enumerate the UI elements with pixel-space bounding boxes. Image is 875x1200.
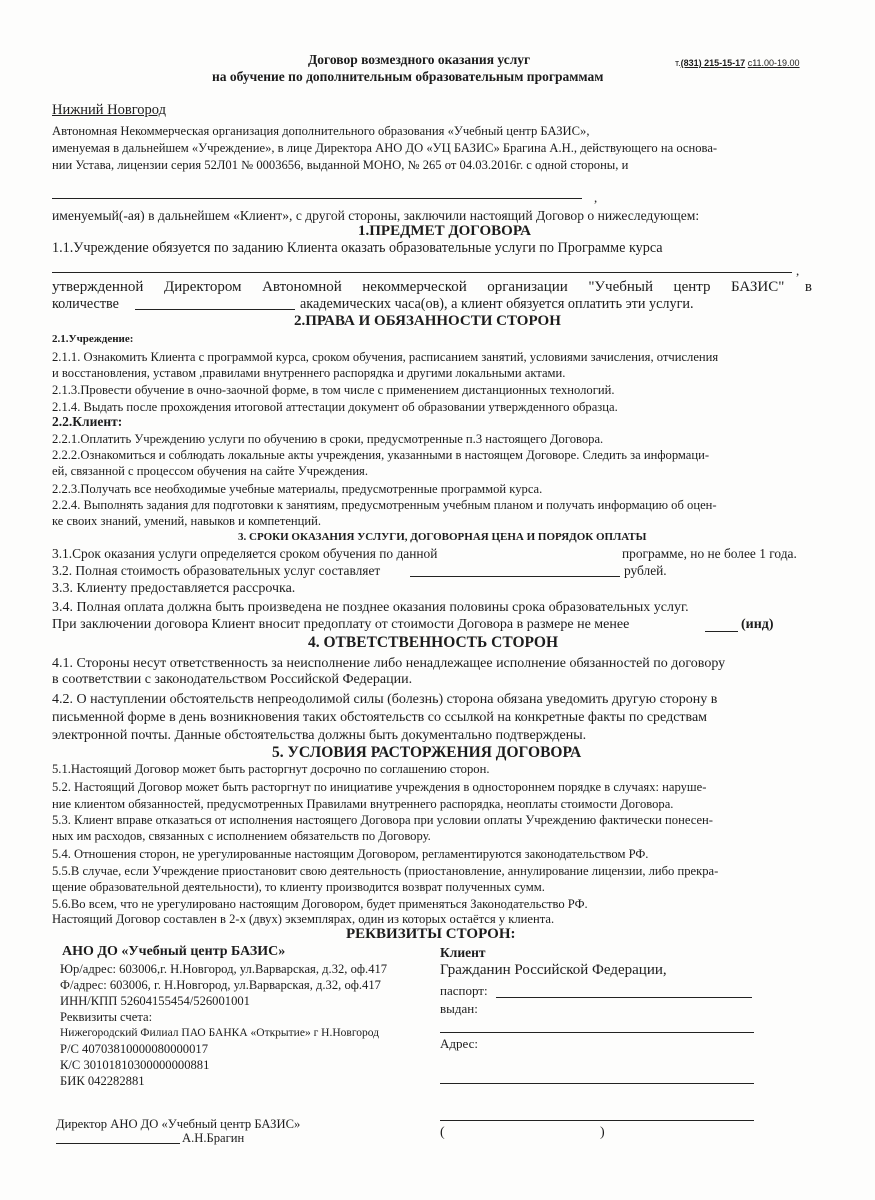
p2-word: БАЗИС" — [731, 279, 785, 295]
item-5-1: 5.1.Настоящий Договор может быть расторгнут досрочно по соглашению сторон. — [52, 762, 490, 776]
item-2-2-1: 2.2.1.Оплатить Учреждению услуги по обучению в сроки, предусмотренные п.3 настоящего Договора. — [52, 432, 604, 446]
p2-word: в — [804, 279, 812, 295]
section1-p3-end: академических часа(ов), а клиент обязуется оплатить эти услуги. — [300, 296, 694, 312]
item-2-2-2b: ей, связанной с процессом обучения на сайте Учреждения. — [52, 464, 368, 478]
item-5-7: Настоящий Договор составлен в 2-х (двух) экземплярах, один из которых остаётся у клиента. — [52, 912, 555, 926]
course-blank-comma: , — [796, 263, 800, 278]
item-3-1b: программе, но не более 1 года. — [622, 546, 797, 561]
city: Нижний Новгород — [52, 102, 167, 118]
phone-prefix: т. — [675, 58, 681, 68]
prepayment-blank[interactable] — [705, 631, 738, 632]
item-2-1-4: 2.1.4. Выдать после прохождения итоговой аттестации документ об образовании утвержденного образца. — [52, 400, 618, 414]
passport-label: паспорт: — [440, 983, 488, 998]
intro-line-3: нии Устава, лицензии серия 52Л01 № 0003656, выданной МОНО, № 265 от 04.03.2016г. с одной стороны, и — [52, 158, 629, 172]
item-4-2c: электронной почты. Данные обстоятельства должны быть документально подтверждены. — [52, 728, 587, 743]
intro-line-2: именуемая в дальнейшем «Учреждение», в лице Директора АНО ДО «УЦ БАЗИС» Брагина А.Н., действующего на основа- — [52, 141, 718, 155]
address-blank-1[interactable] — [440, 1083, 754, 1084]
section1-p1: 1.1.Учреждение обязуется по заданию Клиента оказать образовательные услуги по Программе курса — [52, 240, 663, 256]
p2-word: утвержденной — [52, 279, 144, 295]
p2-word: некоммерческой — [362, 279, 467, 295]
p2-word: организации — [487, 279, 568, 295]
section1-heading: 1.ПРЕДМЕТ ДОГОВОРА — [358, 223, 531, 239]
item-3-3: 3.3. Клиенту предоставляется рассрочка. — [52, 581, 296, 596]
org-name: АНО ДО «Учебный центр БАЗИС» — [62, 944, 286, 959]
price-blank[interactable] — [410, 576, 620, 577]
intro-line-1: Автономная Некоммерческая организация дополнительного образования «Учебный центр БАЗИС», — [52, 124, 590, 138]
item-3-4: 3.4. Полная оплата должна быть произведена не позднее оказания половины срока образовательных услуг. — [52, 600, 689, 615]
item-2-1-1b: и восстановления, уставом ,правилами внутреннего распорядка и другими локальными актами. — [52, 366, 566, 380]
item-3-1a: 3.1.Срок оказания услуги определяется сроком обучения по данной — [52, 546, 438, 561]
section1-p2 — [52, 279, 812, 296]
item-5-5a: 5.5.В случае, если Учреждение приостановит свою деятельность (приостановление, аннулирование лицензии, либо прекра- — [52, 864, 719, 878]
item-5-6: 5.6.Во всем, что не урегулировано настоящим Договором, будет применяться Законодательство РФ. — [52, 897, 588, 911]
client-name-blank[interactable] — [52, 198, 582, 199]
p2-word: "Учебный — [588, 279, 654, 295]
bank-name: Нижегородский Филиал ПАО БАНКА «Открытие» г Н.Новгород — [60, 1027, 380, 1039]
requisites-heading: РЕКВИЗИТЫ СТОРОН: — [346, 926, 516, 942]
contact-phone — [675, 58, 800, 68]
client-blank-comma: , — [594, 190, 598, 205]
item-4-1a: 4.1. Стороны несут ответственность за неисполнение либо ненадлежащее исполнение обязанностей по договору — [52, 656, 726, 671]
item-4-2a: 4.2. О наступлении обстоятельств непреодолимой силы (болезнь) сторона обязана уведомить другую сторону в — [52, 692, 718, 707]
item-5-2b: ние клиентом обязанностей, предусмотренных Правилами внутреннего распорядка, неоплаты стоимости Договора. — [52, 797, 674, 811]
document-title-line2: на обучение по дополнительным образовательным программам — [212, 69, 604, 84]
correspondent-account: К/С 30101810300000000881 — [60, 1058, 210, 1072]
item-3-5a: При заключении договора Клиент вносит предоплату от стоимости Договора в размере не менее — [52, 617, 630, 632]
hours-blank[interactable] — [135, 309, 295, 310]
section3-heading: 3. СРОКИ ОКАЗАНИЯ УСЛУГИ, ДОГОВОРНАЯ ЦЕНА И ПОРЯДОК ОПЛАТЫ — [238, 531, 647, 543]
item-5-5b: щение образовательной деятельности), то клиенту производится возврат полученных сумм. — [52, 880, 545, 894]
section2-sub1: 2.1.Учреждение: — [52, 333, 134, 345]
phone-number: (831) 215-15-17 — [680, 58, 746, 68]
p2-word: Директором — [163, 279, 242, 295]
director-signature-blank[interactable] — [56, 1143, 180, 1144]
legal-address: Юр/адрес: 603006,г. Н.Новгород, ул.Варварская, д.32, оф.417 — [60, 962, 388, 976]
item-2-2-4a: 2.2.4. Выполнять задания для подготовки к занятиям, предусмотренным учебным планом и получать информацию об оцен- — [52, 498, 717, 512]
item-3-2b: рублей. — [624, 563, 667, 578]
actual-address: Ф/адрес: 603006, г. Н.Новгород, ул.Варварская, д.32, оф.417 — [60, 978, 381, 992]
client-sign-close-paren: ) — [600, 1125, 605, 1140]
p2-word: центр — [673, 279, 711, 295]
item-3-2a: 3.2. Полная стоимость образовательных услуг составляет — [52, 563, 381, 578]
intro-line-4: именуемый(-ая) в дальнейшем «Клиент», с другой стороны, заключили настоящий Договор о нижеследующем: — [52, 208, 700, 223]
item-5-4: 5.4. Отношения сторон, не урегулированные настоящим Договором, регламентируются законодательством РФ. — [52, 847, 649, 861]
bik: БИК 042282881 — [60, 1074, 145, 1088]
client-title: Клиент — [440, 945, 486, 960]
director-title: Директор АНО ДО «Учебный центр БАЗИС» — [56, 1117, 301, 1131]
section5-heading: 5. УСЛОВИЯ РАСТОРЖЕНИЯ ДОГОВОРА — [272, 744, 582, 761]
item-4-2b: письменной форме в день возникновения таких обстоятельств со ссылкой на конкретные факты по средствам — [52, 710, 708, 725]
section4-heading: 4. ОТВЕТСТВЕННОСТЬ СТОРОН — [308, 634, 559, 651]
course-name-blank[interactable] — [52, 272, 792, 273]
item-2-2-2a: 2.2.2.Ознакомиться и соблюдать локальные акты учреждения, указанными в настоящем Договоре. Следить за информаци- — [52, 448, 710, 462]
item-2-1-3: 2.1.3.Провести обучение в очно-заочной форме, в том числе с применением дистанционных технологий. — [52, 383, 615, 397]
issued-blank[interactable] — [440, 1032, 754, 1033]
item-5-3b: ных им расходов, связанных с исполнением обязательств по Договору. — [52, 829, 431, 843]
phone-hours: с11.00-19.00 — [747, 58, 800, 68]
document-title-line1: Договор возмездного оказания услуг — [308, 52, 531, 67]
section2-sub2: 2.2.Клиент: — [52, 414, 123, 429]
address-label: Адрес: — [440, 1036, 478, 1051]
director-name: А.Н.Брагин — [182, 1131, 245, 1145]
inn-kpp: ИНН/КПП 52604155454/526001001 — [60, 994, 250, 1008]
settlement-account: Р/С 40703810000080000017 — [60, 1042, 208, 1056]
item-2-2-3: 2.2.3.Получать все необходимые учебные материалы, предусмотренные программой курса. — [52, 482, 543, 496]
item-5-3a: 5.3. Клиент вправе отказаться от исполнения настоящего Договора при условии оплаты Учреждению фактически понесен- — [52, 813, 713, 827]
account-label: Реквизиты счета: — [60, 1010, 153, 1024]
item-5-2a: 5.2. Настоящий Договор может быть расторгнут по инициативе учреждения в одностороннем порядке в случаях: наруше- — [52, 780, 707, 794]
item-4-1b: в соответствии с законодательством Российской Федерации. — [52, 672, 413, 687]
item-2-1-1a: 2.1.1. Ознакомить Клиента с программой курса, сроком обучения, расписанием занятий, условиями зачисления, отчисления — [52, 350, 719, 364]
passport-blank[interactable] — [496, 997, 752, 998]
section2-heading: 2.ПРАВА И ОБЯЗАННОСТИ СТОРОН — [294, 313, 561, 329]
issued-label: выдан: — [440, 1001, 478, 1016]
item-2-2-4b: ке своих знаний, умений, навыков и компетенций. — [52, 514, 322, 528]
p2-word: Автономной — [262, 279, 342, 295]
item-3-5b: (инд) — [741, 617, 774, 632]
section1-p3-start: количестве — [52, 296, 119, 312]
client-signature-blank[interactable] — [440, 1120, 754, 1121]
client-citizenship: Гражданин Российской Федерации, — [440, 962, 667, 978]
client-sign-open-paren: ( — [440, 1125, 445, 1140]
